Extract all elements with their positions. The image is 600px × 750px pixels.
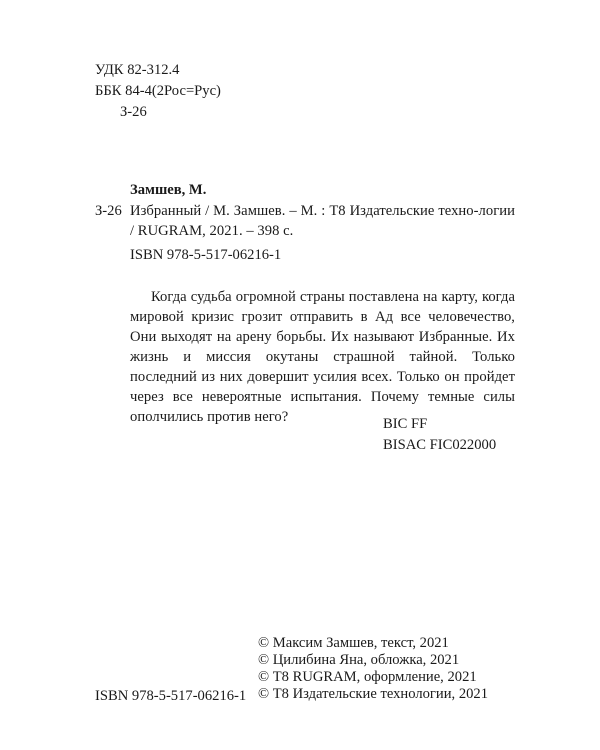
footer-isbn: ISBN 978-5-517-06216-1 bbox=[95, 688, 247, 704]
bic-code: BIC FF bbox=[383, 416, 428, 432]
subject-codes bbox=[383, 414, 496, 456]
title-description: Избранный / М. Замшев. – М. : Т8 Издательские техно-логии / RUGRAM, 2021. – 398 с. bbox=[130, 203, 515, 239]
record-cutter-code: З-26 bbox=[95, 203, 122, 219]
bisac-code: BISAC FIC022000 bbox=[383, 437, 497, 453]
classification-block bbox=[95, 60, 221, 123]
bbk-code: ББК 84-4(2Рос=Рус) bbox=[95, 83, 221, 99]
copyright-block bbox=[258, 635, 488, 703]
annotation-text: Когда судьба огромной страны поставлена на карту, когда мировой кризис грозит отправить в Ад все человечество, Они выходят на арену борьбы. Их называют Избранные. Их жизнь и миссия окутаны страшной тайной. Только последний из них довершит усилия всех. Только он пройдет через все невероятные испытания. Почему темные силы ополчились против него? bbox=[130, 289, 515, 425]
annotation bbox=[130, 287, 515, 427]
copyright-line: © Максим Замшев, текст, 2021 bbox=[258, 635, 449, 651]
bibliographic-description bbox=[95, 201, 515, 241]
record-isbn: ISBN 978-5-517-06216-1 bbox=[130, 247, 282, 263]
copyright-line: © Т8 Издательские технологии, 2021 bbox=[258, 686, 489, 702]
copyright-line: © Т8 RUGRAM, оформление, 2021 bbox=[258, 669, 477, 685]
copyright-line: © Цилибина Яна, обложка, 2021 bbox=[258, 652, 460, 668]
udk-code: УДК 82-312.4 bbox=[95, 62, 180, 78]
author-heading: Замшев, М. bbox=[130, 182, 207, 198]
cutter-code: З-26 bbox=[120, 104, 147, 120]
